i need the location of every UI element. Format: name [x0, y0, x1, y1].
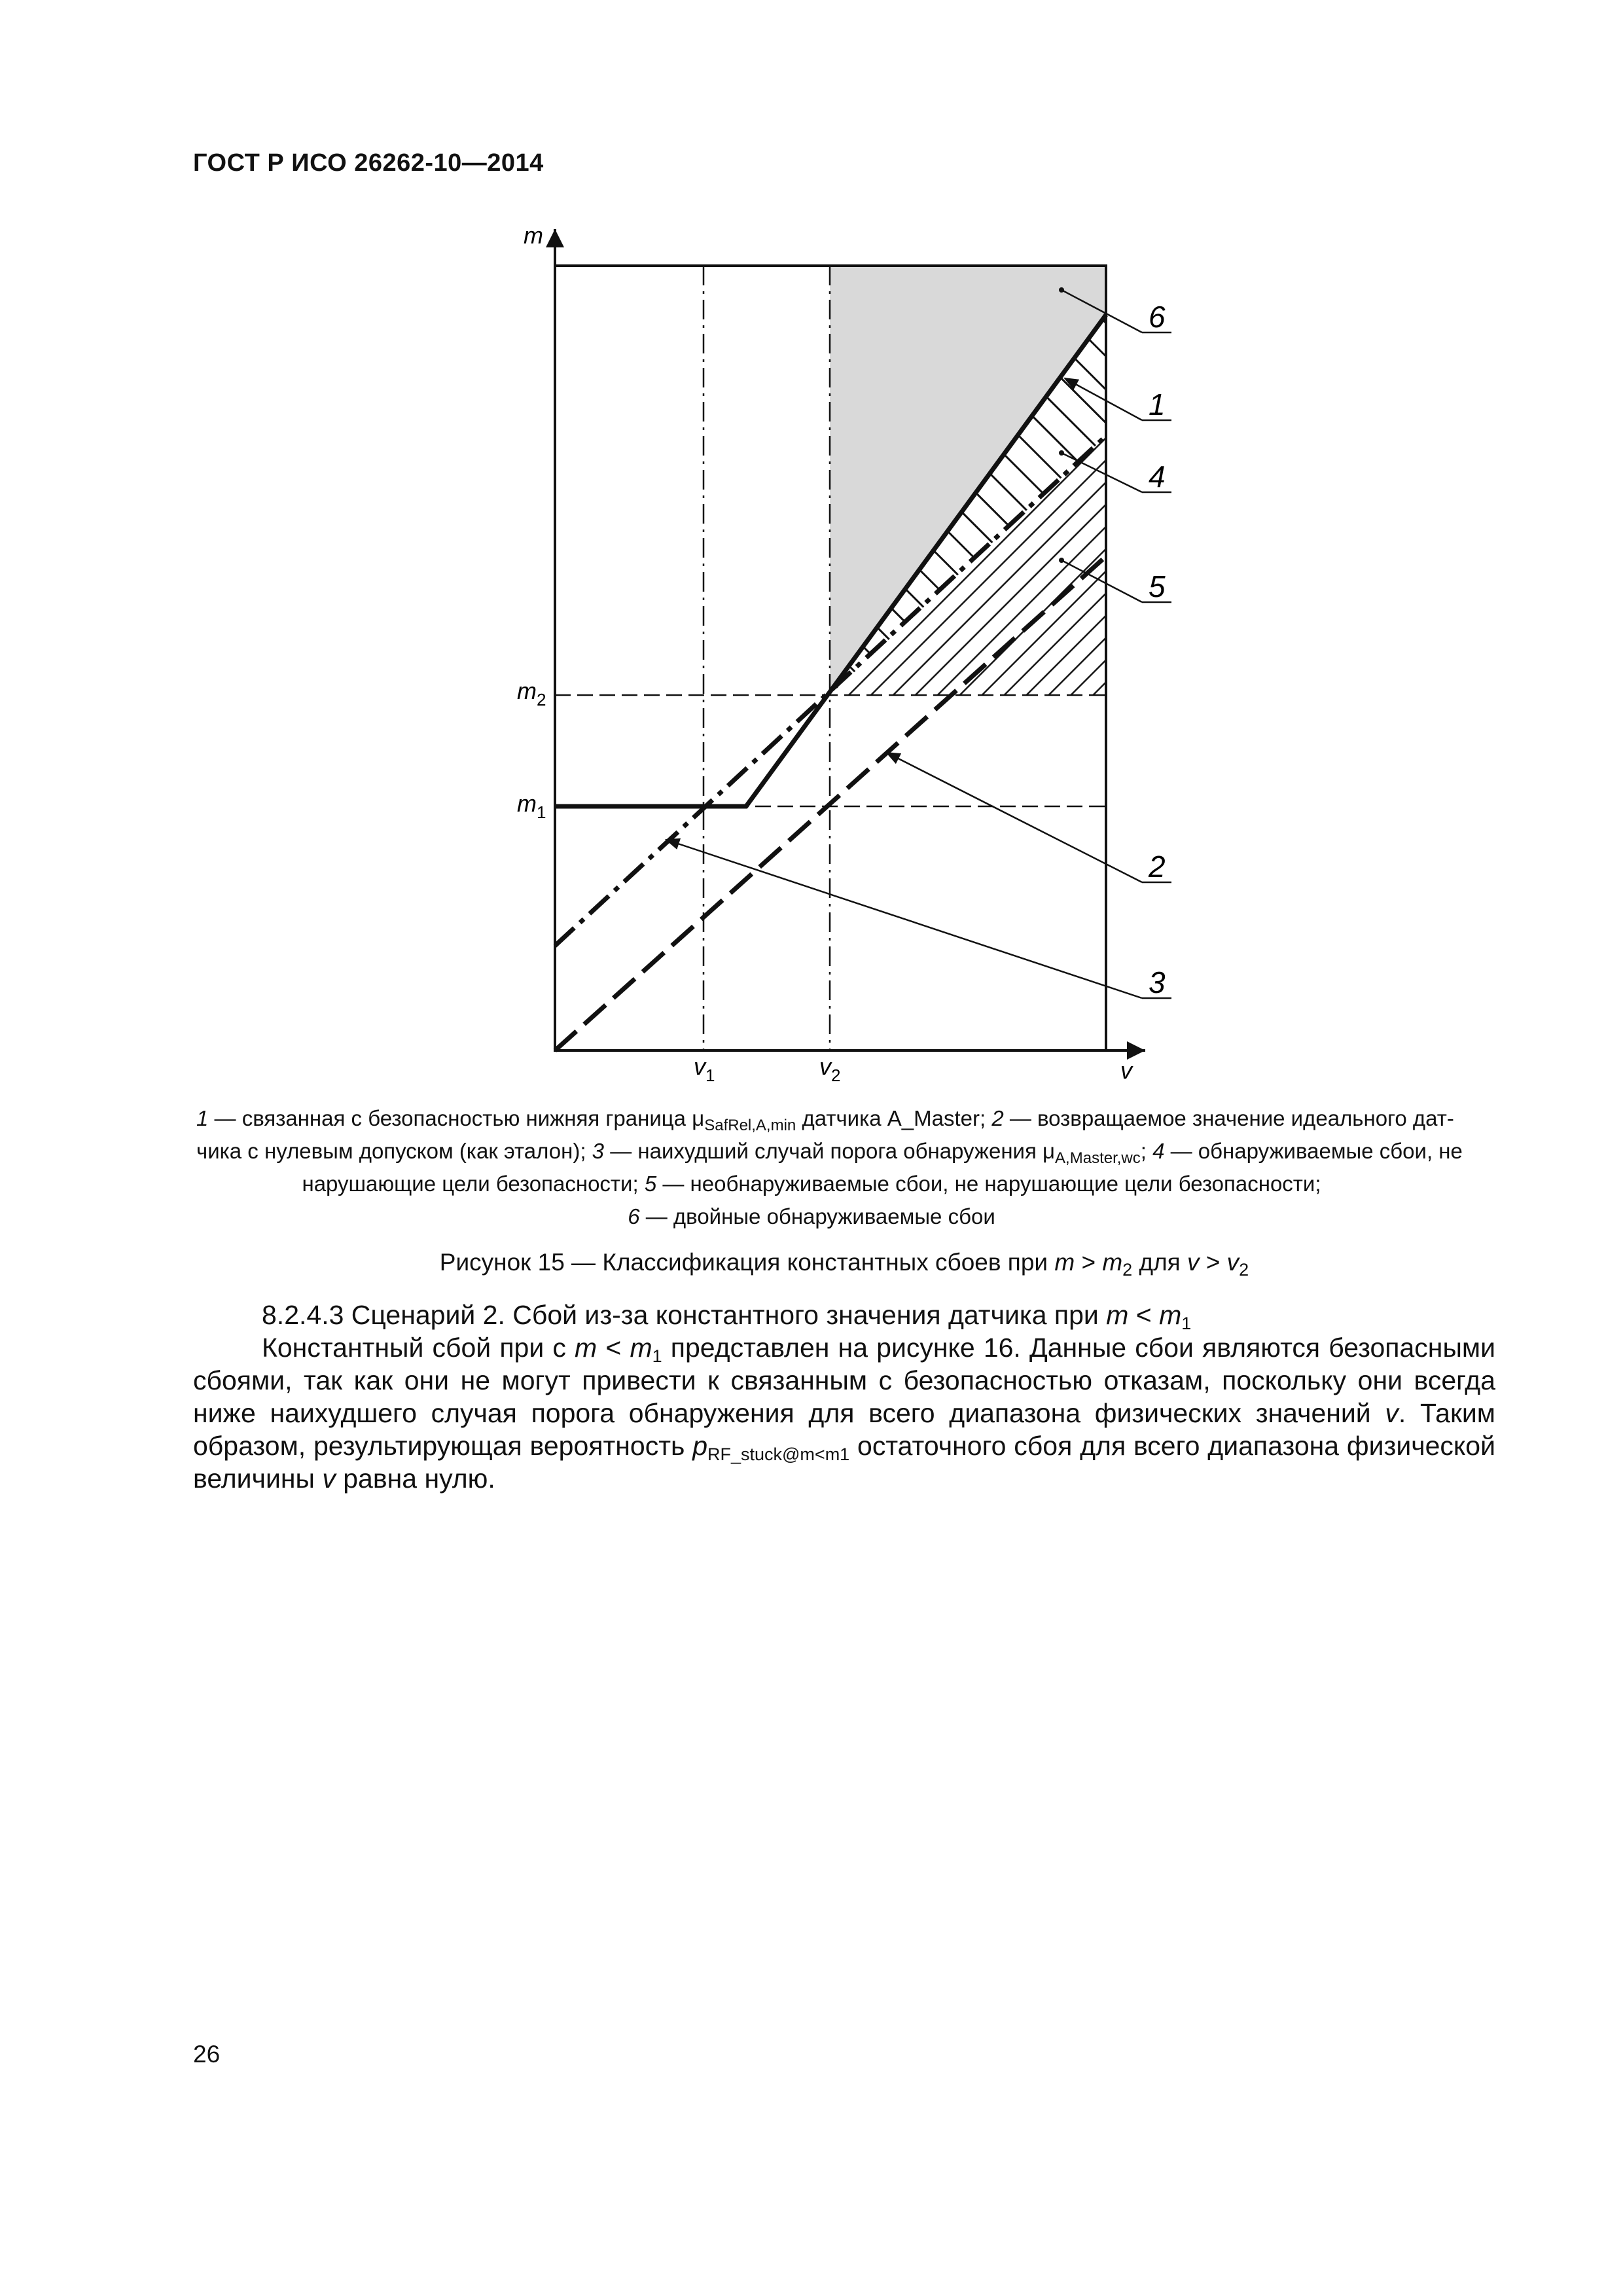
leader-3 [666, 840, 1142, 998]
legend-line-3: нарушающие цели безопасности; 5 — необнаруживаемые сбои, не нарушающие цели безопасности; [302, 1172, 1321, 1196]
leader-dot-5 [1059, 558, 1064, 563]
body-text [193, 1299, 1495, 1495]
callout-1: 1 [1149, 387, 1166, 422]
legend-line-4: 6 — двойные обнаруживаемые сбои [628, 1204, 995, 1229]
leader-dot-4 [1059, 450, 1064, 456]
y-axis-label: m [524, 222, 543, 249]
x-axis-label: v [1120, 1057, 1132, 1084]
callout-2: 2 [1149, 850, 1166, 884]
body-paragraph: Константный сбой при с $m < m_1$ представлен на рисунке 16. Данные сбои являются безопасными сбоями, так как они не могут привести к связанным с безопасностью отказам, поскольку они всегда ниже наихудшего случая порога обнаружения для всего диапазона физических значений v. Таким образом, результирующая вероятность $p_{RF\_stuck@m<m1}$ остаточного сбоя для всего диапазона физической величины v равна нулю. [193, 1333, 1496, 1494]
callout-3: 3 [1149, 965, 1166, 999]
page-number: 26 [193, 2041, 221, 2068]
figure-caption: Рисунок 15 — Классификация константных сбоев при $m > m_2$ для $v > v_2$ [439, 1249, 1249, 1280]
m1-tick-label: $m_1$ [517, 790, 546, 822]
legend-line-2: чика с нулевым допуском (как эталон); 3 — наихудший случай порога обнаружения $\mu_{A,Master,wc}$; 4 — обнаруживаемые сбои, не [196, 1139, 1463, 1167]
leader-2 [887, 753, 1142, 882]
callout-5: 5 [1149, 569, 1166, 603]
v2-tick-label: $v_2$ [819, 1053, 841, 1085]
callout-4: 4 [1149, 459, 1166, 493]
callout-6: 6 [1149, 300, 1166, 334]
legend-line-1: 1 — связанная с безопасностью нижняя граница $\mu_{SafRel,A,min}$ датчика A_Master; 2 — возвращаемое значение идеального дат- [196, 1106, 1454, 1134]
figure-legend [196, 1102, 1463, 1233]
figure-15-diagram [497, 216, 1204, 1100]
document-header: ГОСТ Р ИСО 26262-10—2014 [193, 149, 544, 177]
m2-tick-label: $m_2$ [517, 677, 546, 709]
v1-tick-label: $v_1$ [694, 1053, 715, 1085]
leader-dot-6 [1059, 287, 1064, 293]
section-heading: 8.2.4.3 Сценарий 2. Сбой из-за константного значения датчика при $m < m_1$ [262, 1300, 1192, 1333]
